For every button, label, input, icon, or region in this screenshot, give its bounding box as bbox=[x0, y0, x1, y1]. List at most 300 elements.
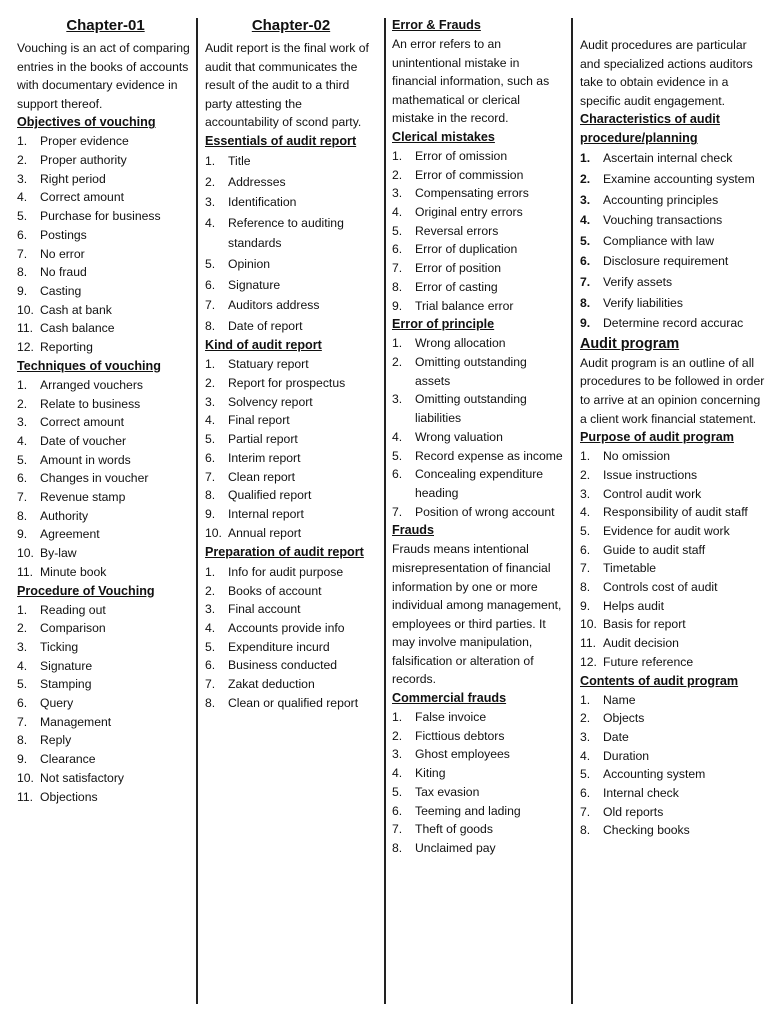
list-item bbox=[580, 597, 768, 616]
list-number: 3. bbox=[392, 186, 403, 201]
list-number: 7. bbox=[392, 261, 403, 276]
list-item-text: Date of voucher bbox=[40, 433, 127, 448]
list-number: 11. bbox=[580, 636, 597, 651]
list-item-text: Auditors address bbox=[228, 298, 320, 313]
list-number: 2. bbox=[580, 711, 591, 726]
list-item bbox=[392, 222, 564, 241]
list-item bbox=[392, 259, 564, 278]
list-number: 6. bbox=[17, 227, 28, 242]
section-heading: Purpose of audit program bbox=[580, 430, 734, 445]
list-item bbox=[580, 615, 768, 634]
list-item bbox=[392, 839, 564, 858]
list-number: 4. bbox=[580, 748, 591, 763]
list-item-text: Final report bbox=[228, 413, 290, 428]
list-item bbox=[205, 393, 377, 412]
list-number: 1. bbox=[205, 357, 216, 372]
contents-list bbox=[580, 691, 768, 841]
list-item bbox=[205, 430, 377, 449]
list-number: 7. bbox=[205, 469, 216, 484]
list-number: 4. bbox=[392, 766, 403, 781]
audit-program-definition: Audit program is an outline of all procedures to be followed in order to arrive at an opinion concerning a client work financial statement. bbox=[580, 355, 765, 426]
list-number: 2. bbox=[580, 467, 591, 482]
list-item bbox=[17, 338, 194, 357]
list-item-text: Report for prospectus bbox=[228, 376, 346, 391]
list-number: 5. bbox=[205, 256, 216, 271]
vouching-definition: Vouching is an act of comparing entries in the books of accounts with documentary evidence in support thereof. bbox=[17, 41, 190, 111]
list-number: 6. bbox=[205, 277, 216, 292]
list-number: 9. bbox=[580, 598, 591, 613]
list-number: 4. bbox=[580, 505, 591, 520]
section-heading: Techniques of vouching bbox=[17, 358, 161, 373]
chapter-title: Chapter-02 bbox=[251, 17, 331, 34]
techniques-list bbox=[17, 376, 194, 582]
list-number: 5. bbox=[580, 767, 591, 782]
list-item-text: Reply bbox=[40, 733, 72, 748]
list-item bbox=[205, 316, 377, 337]
list-number: 3. bbox=[17, 639, 28, 654]
list-item bbox=[580, 653, 768, 672]
list-item-text: Issue instructions bbox=[603, 467, 698, 482]
list-item bbox=[17, 188, 194, 207]
list-number: 8. bbox=[580, 580, 591, 595]
list-item bbox=[17, 750, 194, 769]
list-item bbox=[392, 783, 564, 802]
list-item-text: Unclaimed pay bbox=[415, 841, 496, 855]
list-item-text: Agreement bbox=[40, 527, 100, 542]
list-item-text: Evidence for audit work bbox=[603, 523, 730, 538]
list-number: 5. bbox=[580, 233, 591, 248]
list-number: 7. bbox=[205, 677, 216, 692]
list-item bbox=[205, 656, 377, 675]
list-item bbox=[205, 449, 377, 468]
list-item-text: Query bbox=[40, 696, 74, 711]
list-item-text: Signature bbox=[228, 277, 281, 292]
list-item bbox=[17, 619, 194, 638]
list-item-text: Error of duplication bbox=[415, 242, 518, 257]
section-heading: Characteristics of audit procedure/planning bbox=[580, 112, 720, 146]
list-item bbox=[17, 151, 194, 170]
list-item bbox=[392, 764, 564, 783]
list-item bbox=[392, 465, 564, 502]
list-item-text: Date of report bbox=[228, 318, 303, 333]
list-item-text: Opinion bbox=[228, 256, 271, 271]
column-divider bbox=[196, 18, 198, 1004]
list-item bbox=[17, 769, 194, 788]
list-item bbox=[17, 488, 194, 507]
list-number: 4. bbox=[580, 213, 591, 228]
list-item bbox=[205, 411, 377, 430]
list-item bbox=[580, 231, 768, 252]
list-item-text: Management bbox=[40, 714, 112, 729]
list-item-text: Error of position bbox=[415, 261, 502, 276]
list-number: 1. bbox=[392, 710, 403, 725]
list-number: 2. bbox=[392, 355, 403, 369]
list-item bbox=[17, 694, 194, 713]
list-item-text: Identification bbox=[228, 195, 297, 210]
list-item bbox=[392, 297, 564, 316]
list-number: 7. bbox=[580, 804, 591, 819]
section-heading: Error of principle bbox=[392, 317, 495, 332]
list-item bbox=[205, 468, 377, 487]
list-item bbox=[580, 578, 768, 597]
list-item bbox=[205, 213, 377, 254]
list-item bbox=[205, 563, 377, 582]
list-item-text: Position of wrong account bbox=[415, 504, 555, 519]
list-item bbox=[17, 657, 194, 676]
list-number: 9. bbox=[17, 527, 28, 542]
list-item-text: Stamping bbox=[40, 677, 92, 692]
list-item bbox=[17, 132, 194, 151]
list-item-text: Teeming and lading bbox=[415, 803, 521, 818]
list-item-text: Examine accounting system bbox=[603, 171, 755, 186]
list-number: 11. bbox=[17, 321, 34, 336]
list-item-text: Ghost employees bbox=[415, 747, 510, 762]
list-number: 3. bbox=[205, 602, 216, 617]
list-item bbox=[205, 486, 377, 505]
list-number: 5. bbox=[17, 209, 28, 224]
list-item-text: Reporting bbox=[40, 340, 93, 355]
list-number: 8. bbox=[580, 295, 591, 310]
list-number: 10. bbox=[205, 525, 222, 540]
list-item bbox=[205, 374, 377, 393]
list-item bbox=[392, 447, 564, 466]
list-item-text: Qualified report bbox=[228, 488, 312, 503]
list-item-text: Partial report bbox=[228, 432, 298, 447]
list-item bbox=[17, 170, 194, 189]
list-item-text: Wrong allocation bbox=[415, 336, 506, 351]
list-item-text: Omitting outstanding assets bbox=[415, 355, 527, 388]
list-item bbox=[580, 148, 768, 169]
list-item bbox=[205, 619, 377, 638]
list-item bbox=[580, 747, 768, 766]
list-item bbox=[17, 544, 194, 563]
list-item bbox=[580, 313, 768, 334]
list-number: 10. bbox=[580, 617, 597, 632]
column-audit-program bbox=[580, 36, 768, 840]
list-item bbox=[580, 210, 768, 231]
list-item bbox=[580, 169, 768, 190]
list-item bbox=[392, 353, 564, 390]
list-item-text: Correct amount bbox=[40, 415, 124, 430]
list-item-text: Solvency report bbox=[228, 394, 313, 409]
list-item-text: Not satisfactory bbox=[40, 770, 124, 785]
list-item bbox=[17, 282, 194, 301]
list-item-text: Reversal errors bbox=[415, 223, 499, 238]
list-item-text: Responsibility of audit staff bbox=[603, 505, 748, 520]
section-heading: Contents of audit program bbox=[580, 673, 739, 688]
column-chapter-01 bbox=[17, 16, 194, 806]
list-item bbox=[392, 166, 564, 185]
list-number: 4. bbox=[205, 215, 216, 230]
list-item-text: Correct amount bbox=[40, 190, 124, 205]
list-item bbox=[392, 203, 564, 222]
list-item bbox=[392, 240, 564, 259]
list-item-text: Purchase for business bbox=[40, 209, 161, 224]
audit-report-definition: Audit report is the final work of audit that communicates the result of the audit to a third party attesting the accountability of scond party. bbox=[205, 41, 369, 130]
list-item-text: Casting bbox=[40, 284, 82, 298]
list-number: 8. bbox=[205, 488, 216, 503]
list-item bbox=[580, 522, 768, 541]
list-item-text: Reading out bbox=[40, 602, 106, 617]
list-item-text: Annual report bbox=[228, 525, 302, 540]
list-item-text: Postings bbox=[40, 227, 87, 242]
list-number: 7. bbox=[580, 561, 591, 576]
list-item-text: Vouching transactions bbox=[603, 213, 723, 228]
list-number: 5. bbox=[392, 784, 403, 799]
audit-procedures-definition: Audit procedures are particular and specialized actions auditors take to obtain evidence in a specific audit engagement. bbox=[580, 38, 753, 108]
list-item-text: Duration bbox=[603, 748, 650, 763]
list-number: 8. bbox=[17, 265, 28, 280]
list-item bbox=[17, 638, 194, 657]
list-item bbox=[392, 802, 564, 821]
list-item-text: Control audit work bbox=[603, 486, 702, 501]
list-number: 6. bbox=[17, 471, 28, 486]
list-item bbox=[205, 172, 377, 193]
list-item bbox=[17, 301, 194, 320]
list-number: 3. bbox=[392, 747, 403, 762]
list-item-text: Statuary report bbox=[228, 357, 309, 372]
list-item bbox=[17, 263, 194, 282]
list-item-text: Zakat deduction bbox=[228, 677, 315, 692]
list-number: 2. bbox=[17, 621, 28, 636]
list-item-text: Cash balance bbox=[40, 321, 115, 336]
section-heading: Essentials of audit report bbox=[205, 133, 357, 148]
frauds-definition: Frauds means intentional misrepresentation of financial information by one or more individual among management, employees or third parties. It may involve manipulation, falsification or alteration of records. bbox=[392, 542, 562, 687]
list-number: 12. bbox=[17, 340, 34, 355]
list-item-text: Error of omission bbox=[415, 148, 508, 163]
column-errors-frauds bbox=[392, 16, 564, 858]
list-item bbox=[392, 708, 564, 727]
list-item bbox=[580, 272, 768, 293]
list-number: 8. bbox=[17, 733, 28, 748]
list-item-text: Ficttious debtors bbox=[415, 728, 505, 743]
list-item bbox=[17, 432, 194, 451]
list-number: 12. bbox=[580, 654, 597, 669]
list-number: 3. bbox=[17, 415, 28, 430]
list-item-text: Old reports bbox=[603, 804, 664, 819]
list-item-text: Amount in words bbox=[40, 452, 131, 467]
list-item-text: Trial balance error bbox=[415, 298, 514, 313]
list-number: 7. bbox=[17, 490, 28, 505]
error-definition: An error refers to an unintentional mistake in financial information, such as mathematical or clerical mistake in the record. bbox=[392, 37, 550, 126]
characteristics-list bbox=[580, 148, 768, 333]
list-item-text: Tax evasion bbox=[415, 784, 480, 799]
list-item-text: Reference to auditing standards bbox=[228, 215, 344, 251]
list-number: 6. bbox=[580, 254, 591, 269]
list-number: 3. bbox=[17, 171, 28, 186]
list-item bbox=[580, 784, 768, 803]
list-number: 1. bbox=[580, 692, 591, 707]
list-item bbox=[392, 278, 564, 297]
list-item bbox=[580, 503, 768, 522]
list-number: 5. bbox=[205, 639, 216, 654]
section-heading: Commercial frauds bbox=[392, 691, 507, 706]
list-item bbox=[205, 295, 377, 316]
list-number: 7. bbox=[205, 298, 216, 313]
list-number: 6. bbox=[392, 242, 403, 257]
list-number: 2. bbox=[392, 167, 403, 182]
list-item bbox=[17, 563, 194, 582]
list-item-text: Relate to business bbox=[40, 396, 141, 411]
list-item bbox=[580, 559, 768, 578]
list-item bbox=[205, 582, 377, 601]
list-item-text: Expenditure incurd bbox=[228, 639, 330, 654]
list-number: 1. bbox=[205, 153, 216, 168]
list-item-text: Clean report bbox=[228, 469, 296, 484]
list-number: 6. bbox=[580, 542, 591, 557]
kinds-list bbox=[205, 355, 377, 542]
list-item-text: Verify liabilities bbox=[603, 295, 683, 310]
list-number: 5. bbox=[205, 432, 216, 447]
list-item bbox=[205, 638, 377, 657]
list-number: 7. bbox=[580, 274, 591, 289]
list-number: 1. bbox=[205, 564, 216, 579]
list-item-text: Accounts provide info bbox=[228, 620, 345, 635]
section-heading: Procedure of Vouching bbox=[17, 583, 155, 598]
list-number: 5. bbox=[580, 523, 591, 538]
list-number: 1. bbox=[17, 134, 28, 149]
list-item-text: Theft of goods bbox=[415, 822, 493, 837]
list-item-text: Future reference bbox=[603, 654, 694, 669]
list-item-text: Final account bbox=[228, 602, 301, 617]
list-item-text: Compensating errors bbox=[415, 186, 529, 201]
list-number: 2. bbox=[392, 728, 403, 743]
list-number: 5. bbox=[17, 677, 28, 692]
list-item-text: Objects bbox=[603, 711, 645, 726]
list-number: 5. bbox=[17, 452, 28, 467]
list-item-text: Revenue stamp bbox=[40, 490, 126, 505]
section-heading: Objectives of vouching bbox=[17, 115, 156, 130]
list-item bbox=[392, 727, 564, 746]
list-number: 8. bbox=[205, 695, 216, 710]
list-item bbox=[580, 821, 768, 840]
list-item-text: Ticking bbox=[40, 639, 79, 654]
list-item-text: Comparison bbox=[40, 621, 106, 636]
list-number: 2. bbox=[205, 174, 216, 189]
list-number: 3. bbox=[205, 195, 216, 210]
list-item-text: Helps audit bbox=[603, 598, 664, 613]
list-item bbox=[580, 251, 768, 272]
list-item bbox=[392, 503, 564, 522]
list-item-text: By-law bbox=[40, 546, 77, 561]
list-item-text: Info for audit purpose bbox=[228, 564, 344, 579]
list-number: 10. bbox=[17, 302, 34, 317]
list-item bbox=[17, 507, 194, 526]
list-item-text: Books of account bbox=[228, 583, 322, 598]
list-number: 6. bbox=[205, 450, 216, 465]
list-number: 9. bbox=[580, 316, 591, 331]
list-item bbox=[392, 390, 564, 427]
list-item bbox=[17, 376, 194, 395]
list-item bbox=[205, 694, 377, 713]
list-item-text: Changes in voucher bbox=[40, 471, 149, 486]
list-item bbox=[392, 147, 564, 166]
list-item-text: Record expense as income bbox=[415, 448, 563, 463]
list-number: 4. bbox=[392, 429, 403, 444]
list-item-text: Guide to audit staff bbox=[603, 542, 706, 557]
list-item bbox=[580, 728, 768, 747]
list-item-text: Compliance with law bbox=[603, 233, 715, 248]
list-item-text: Interim report bbox=[228, 450, 301, 465]
list-number: 1. bbox=[392, 148, 403, 163]
list-number: 1. bbox=[17, 377, 28, 392]
list-item bbox=[580, 447, 768, 466]
list-number: 1. bbox=[17, 602, 28, 617]
list-number: 8. bbox=[580, 823, 591, 838]
list-item-text: Business conducted bbox=[228, 658, 338, 673]
list-item-text: Timetable bbox=[603, 561, 657, 576]
section-heading: Audit program bbox=[580, 335, 680, 352]
list-item-text: Controls cost of audit bbox=[603, 580, 718, 595]
list-item bbox=[17, 675, 194, 694]
preparation-list bbox=[205, 563, 377, 713]
list-item-text: Determine record accurac bbox=[603, 316, 744, 331]
list-number: 5. bbox=[392, 223, 403, 238]
list-number: 4. bbox=[205, 413, 216, 428]
chapter-title: Chapter-01 bbox=[66, 17, 145, 34]
list-number: 7. bbox=[17, 714, 28, 729]
list-item bbox=[17, 319, 194, 338]
list-item-text: Accounting principles bbox=[603, 192, 719, 207]
list-number: 11. bbox=[17, 564, 34, 579]
list-item-text: Clearance bbox=[40, 752, 96, 767]
list-number: 4. bbox=[392, 205, 403, 220]
list-number: 9. bbox=[17, 284, 28, 298]
list-item-text: Accounting system bbox=[603, 767, 706, 782]
list-item bbox=[392, 428, 564, 447]
list-item bbox=[580, 709, 768, 728]
list-item bbox=[392, 745, 564, 764]
section-heading: Error & Frauds bbox=[392, 18, 481, 32]
list-item-text: Internal check bbox=[603, 786, 679, 801]
list-number: 6. bbox=[580, 786, 591, 801]
column-divider bbox=[571, 18, 573, 1004]
list-number: 2. bbox=[580, 171, 591, 186]
list-number: 4. bbox=[17, 190, 28, 205]
list-item bbox=[392, 334, 564, 353]
list-number: 6. bbox=[392, 803, 403, 818]
list-item bbox=[17, 731, 194, 750]
list-item-text: Original entry errors bbox=[415, 205, 523, 220]
list-number: 3. bbox=[205, 394, 216, 409]
list-item bbox=[17, 788, 194, 807]
list-item bbox=[205, 275, 377, 296]
list-number: 6. bbox=[17, 696, 28, 711]
list-item bbox=[17, 245, 194, 264]
list-number: 2. bbox=[205, 376, 216, 391]
list-item bbox=[580, 485, 768, 504]
list-item-text: Clean or qualified report bbox=[228, 695, 359, 710]
list-item-text: Addresses bbox=[228, 174, 286, 189]
list-item-text: Objections bbox=[40, 789, 98, 804]
list-number: 4. bbox=[17, 433, 28, 448]
list-number: 7. bbox=[392, 822, 403, 837]
list-item-text: Right period bbox=[40, 171, 106, 186]
list-item-text: Name bbox=[603, 692, 636, 707]
purpose-list bbox=[580, 447, 768, 671]
list-item-text: False invoice bbox=[415, 710, 487, 725]
list-number: 8. bbox=[17, 508, 28, 523]
list-number: 9. bbox=[205, 506, 216, 521]
list-item bbox=[17, 451, 194, 470]
list-number: 3. bbox=[580, 486, 591, 501]
list-number: 7. bbox=[17, 246, 28, 261]
list-number: 10. bbox=[17, 770, 34, 785]
list-item-text: Internal report bbox=[228, 506, 304, 521]
list-item bbox=[17, 601, 194, 620]
list-item bbox=[580, 634, 768, 653]
list-item-text: Audit decision bbox=[603, 636, 679, 651]
